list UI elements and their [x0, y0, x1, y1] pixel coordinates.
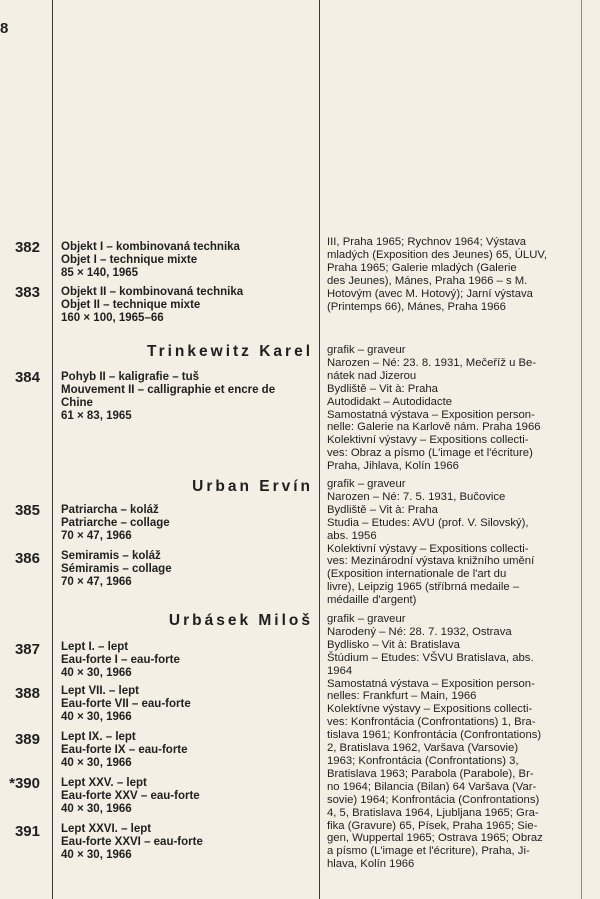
artist-name: Urban Ervín [192, 478, 313, 495]
entry-number: *390 [9, 775, 40, 792]
artist-name: Trinkewitz Karel [146, 343, 313, 360]
entry-number: 387 [14, 641, 40, 658]
entry-description: Lept I. – lept Eau-forte I – eau-forte 40 × 30, 1966 [61, 641, 180, 679]
bio-continuation: III, Praha 1965; Rychnov 1964; Výstava mladých (Exposition des Jeunes) 65, ÚLUV, Praha 1965; Galerie mladých (Galerie des Jeunes), Mánes, Praha 1966 – s M. Hotovým (avec M. Hotový); Jarní výstava (Printemps 66), Mánes, Praha 1966 [327, 236, 547, 313]
artist-bio: grafik – graveur Narozen – Né: 7. 5. 1931, Bučovice Bydliště – Vit à: Praha Studia – Etudes: AVU (prof. V. Silovský), abs. 1956 Kolektivní výstavy – Expositions collecti- ves: Mezinárodní výstava knižního umění (Exposition internationale de l'art du livre), Leipzig 1965 (stříbrná medaile – médaille d'argent) [327, 478, 535, 607]
entry-description: Pohyb II – kaligrafie – tuš Mouvement II – calligraphie et encre de Chine 61 × 83, 1965 [61, 371, 276, 422]
entry-number: 391 [14, 823, 40, 840]
entry-description: Lept XXVI. – lept Eau-forte XXVI – eau-forte 40 × 30, 1966 [61, 823, 203, 861]
entry-description: Lept VII. – lept Eau-forte VII – eau-forte 40 × 30, 1966 [61, 685, 191, 723]
entry-number: 385 [14, 502, 40, 519]
entry-description: Lept XXV. – lept Eau-forte XXV – eau-forte 40 × 30, 1966 [61, 777, 200, 815]
entry-description: Patriarcha – koláž Patriarche – collage 70 × 47, 1966 [61, 504, 170, 542]
entry-number: 388 [14, 685, 40, 702]
entry-number: 389 [14, 731, 40, 748]
entry-number: 384 [14, 369, 40, 386]
artist-bio: grafik – graveur Narodený – Né: 28. 7. 1932, Ostrava Bydlisko – Vit à: Bratislava Štúdium – Etudes: VŠVU Bratislava, abs. 1964 Samostatná výstava – Exposition person- nelles: Frankfurt – Main, 1966 Kolektívne výstavy – Expositions collecti- ves: Konfrontácia (Confrontations) 1, Bra- tislava 1961; Konfrontácia (Confrontations) 2, Bratislava 1962, Varšava (Varsovie) 1963; Konfrontácia (Confrontations) 3, Bratislava 1963; Parabola (Parabole), Br- no 1964; Bilancia (Bilan) 64 Varšava (Var- sovie) 1964; Konfrontácia (Confrontations) 4, 5, Bratislava 1964, Ljubljana 1965; Gra- fika (Gravure) 65, Písek, Praha 1965; Sie- gen, Wuppertal 1965; Ostrava 1965; Obraz a písmo (L'image et l'écriture), Praha, Ji- hlava, Kolín 1966 [327, 613, 543, 871]
entry-description: Semiramis – koláž Sémiramis – collage 70 × 47, 1966 [61, 550, 172, 588]
artist-bio: grafik – graveur Narozen – Né: 23. 8. 1931, Mečeříž u Be- nátek nad Jizerou Bydliště – Vit à: Praha Autodidakt – Autodidacte Samostatná výstava – Exposition person- nelle: Galerie na Karlově nám. Praha 1966 Kolektivní výstavy – Expositions collecti- ves: Obraz a písmo (L'image et l'écriture) Praha, Jihlava, Kolín 1966 [327, 344, 541, 473]
entry-number: 383 [14, 284, 40, 301]
entry-description: Objekt II – kombinovaná technika Objet II – technique mixte 160 × 100, 1965–66 [61, 286, 244, 324]
artist-name: Urbásek Miloš [168, 612, 313, 629]
entry-number: 386 [14, 550, 40, 567]
column-divider-left [52, 0, 53, 899]
column-divider-middle [319, 0, 320, 899]
entry-description: Objekt I – kombinovaná technika Objet I – technique mixte 85 × 140, 1965 [61, 241, 240, 279]
page-number: 8 [0, 20, 9, 37]
entry-number: 382 [14, 239, 40, 256]
column-divider-right [581, 0, 582, 899]
entry-description: Lept IX. – lept Eau-forte IX – eau-forte 40 × 30, 1966 [61, 731, 188, 769]
